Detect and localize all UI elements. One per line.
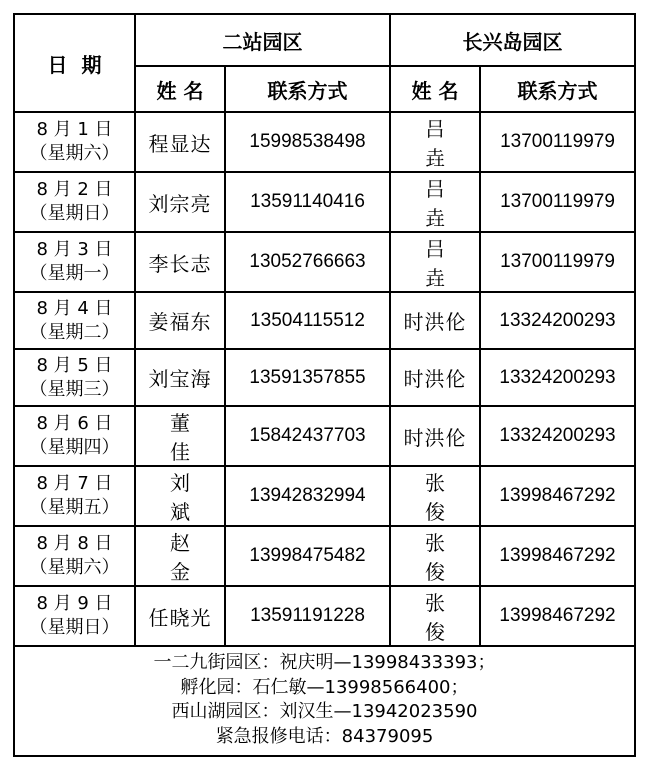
duty-name: 时洪伦 [390,406,480,466]
date-text: 8 月 9 日 [36,593,113,614]
date-text: 8 月 1 日 [36,119,113,140]
duty-name: 董 佳 [135,406,225,466]
table-row [14,466,635,526]
date-text: 8 月 3 日 [36,239,113,260]
table-row [14,526,635,586]
date-cell [14,526,135,586]
duty-name: 张 俊 [390,526,480,586]
duty-name: 刘宝海 [135,349,225,406]
contact-column-header: 联系方式 [480,66,635,112]
table-row [14,112,635,172]
weekday-text: （星期五） [29,497,120,518]
table-row [14,172,635,232]
duty-phone: 13700119979 [480,172,635,232]
duty-phone: 13324200293 [480,406,635,466]
date-header: 日 期 [14,14,135,112]
duty-name: 吕 垚 [390,112,480,172]
duty-name: 吕 垚 [390,172,480,232]
footer-line: 孵化园：石仁敏—13998566400； [180,676,469,698]
duty-phone: 13700119979 [480,232,635,292]
weekday-text: （星期六） [29,143,120,164]
name-column-header: 姓 名 [390,66,480,112]
date-text: 8 月 6 日 [36,413,113,434]
duty-name: 时洪伦 [390,292,480,349]
weekday-text: （星期日） [29,203,120,224]
duty-name: 任晓光 [135,586,225,646]
name-column-header: 姓 名 [135,66,225,112]
table-row [14,232,635,292]
duty-name: 赵 金 [135,526,225,586]
duty-phone: 15842437703 [225,406,390,466]
date-cell [14,406,135,466]
duty-name: 李长志 [135,232,225,292]
weekday-text: （星期日） [29,617,120,638]
footer-contacts [14,646,635,756]
date-cell [14,232,135,292]
footer-line: 一二九街园区：祝庆明—13998433393； [153,652,496,673]
duty-phone: 13504115512 [225,292,390,349]
duty-phone: 13942832994 [225,466,390,526]
date-text: 8 月 4 日 [36,297,113,319]
date-cell [14,466,135,526]
date-text: 8 月 8 日 [36,533,113,554]
date-cell [14,292,135,349]
table-row [14,349,635,406]
date-cell [14,586,135,646]
duty-roster-table [13,13,636,757]
duty-name: 张 俊 [390,466,480,526]
duty-phone: 13700119979 [480,112,635,172]
date-cell [14,112,135,172]
duty-phone: 13998475482 [225,526,390,586]
table-row [14,406,635,466]
duty-name: 刘宗亮 [135,172,225,232]
duty-phone: 13324200293 [480,349,635,406]
duty-phone: 13591191228 [225,586,390,646]
weekday-text: （星期一） [29,263,120,284]
table-row [14,586,635,646]
duty-phone: 13591357855 [225,349,390,406]
duty-phone: 15998538498 [225,112,390,172]
duty-phone: 13998467292 [480,586,635,646]
date-text: 8 月 2 日 [36,179,113,200]
duty-name: 程显达 [135,112,225,172]
duty-phone: 13591140416 [225,172,390,232]
table-row [14,292,635,349]
footer-line: 西山湖园区：刘汉生—13942023590 [171,701,478,722]
duty-phone: 13052766663 [225,232,390,292]
weekday-text: （星期六） [29,557,120,578]
date-text: 8 月 7 日 [36,473,113,494]
date-text: 8 月 5 日 [36,354,113,376]
duty-name: 时洪伦 [390,349,480,406]
duty-phone: 13324200293 [480,292,635,349]
date-cell [14,349,135,406]
zone-header-erzhan: 二站园区 [135,14,390,66]
weekday-text: （星期二） [29,321,120,343]
zone-header-changxingdao: 长兴岛园区 [390,14,635,66]
weekday-text: （星期三） [29,378,120,400]
weekday-text: （星期四） [29,437,120,458]
date-cell [14,172,135,232]
duty-name: 吕 垚 [390,232,480,292]
duty-phone: 13998467292 [480,466,635,526]
duty-name: 张 俊 [390,586,480,646]
duty-phone: 13998467292 [480,526,635,586]
contact-column-header: 联系方式 [225,66,390,112]
duty-name: 姜福东 [135,292,225,349]
duty-name: 刘 斌 [135,466,225,526]
emergency-phone: 紧急报修电话：84379095 [215,725,434,747]
